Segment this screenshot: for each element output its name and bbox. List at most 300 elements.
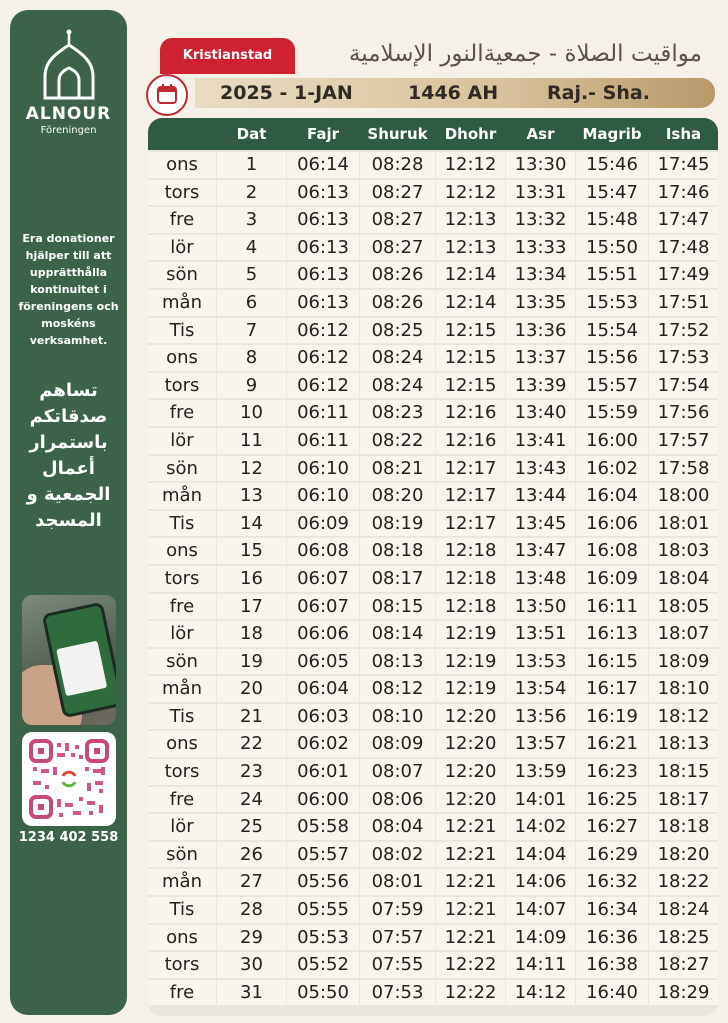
- table-row: [148, 206, 718, 234]
- cell-shuruk: 07:57: [360, 925, 435, 951]
- cell-magrib: 16:29: [576, 842, 648, 868]
- cell-magrib: 16:19: [576, 704, 648, 730]
- cell-dhohr: 12:20: [436, 704, 505, 730]
- table-body: [148, 151, 718, 1006]
- qr-code-icon: [29, 739, 109, 819]
- cell-isha: 17:49: [649, 262, 718, 288]
- cell-day: ons: [148, 925, 216, 951]
- cell-fajr: 06:06: [287, 621, 359, 647]
- cell-dhohr: 12:19: [436, 649, 505, 675]
- cell-asr: 14:06: [506, 869, 575, 895]
- cell-isha: 18:22: [649, 869, 718, 895]
- cell-shuruk: 08:13: [360, 649, 435, 675]
- cell-asr: 13:32: [506, 207, 575, 233]
- cell-fajr: 05:57: [287, 842, 359, 868]
- cell-shuruk: 08:27: [360, 235, 435, 261]
- table-row: [148, 813, 718, 841]
- prayer-times-table: [148, 118, 718, 1016]
- cell-isha: 18:13: [649, 731, 718, 757]
- cell-isha: 17:52: [649, 318, 718, 344]
- cell-fajr: 06:11: [287, 428, 359, 454]
- table-row: [148, 841, 718, 869]
- column-header-shuruk: Shuruk: [367, 125, 428, 143]
- cell-dhohr: 12:18: [436, 538, 505, 564]
- table-row: [148, 289, 718, 317]
- cell-day: mån: [148, 290, 216, 316]
- cell-shuruk: 08:22: [360, 428, 435, 454]
- cell-magrib: 16:17: [576, 676, 648, 702]
- cell-day: sön: [148, 842, 216, 868]
- table-row: [148, 951, 718, 979]
- cell-asr: 13:39: [506, 373, 575, 399]
- cell-asr: 13:33: [506, 235, 575, 261]
- table-row: [148, 979, 718, 1007]
- cell-day: fre: [148, 400, 216, 426]
- cell-date: 13: [217, 483, 286, 509]
- cell-isha: 18:07: [649, 621, 718, 647]
- cell-shuruk: 07:53: [360, 980, 435, 1006]
- table-row: [148, 344, 718, 372]
- cell-date: 18: [217, 621, 286, 647]
- cell-isha: 17:51: [649, 290, 718, 316]
- date-label: 2025 - 1-JAN: [220, 82, 353, 104]
- cell-fajr: 06:13: [287, 235, 359, 261]
- cell-shuruk: 08:12: [360, 676, 435, 702]
- cell-day: lör: [148, 814, 216, 840]
- cell-day: ons: [148, 345, 216, 371]
- cell-shuruk: 08:28: [360, 152, 435, 178]
- cell-dhohr: 12:17: [436, 483, 505, 509]
- cell-isha: 17:58: [649, 456, 718, 482]
- cell-magrib: 16:21: [576, 731, 648, 757]
- cell-day: tors: [148, 180, 216, 206]
- cell-dhohr: 12:12: [436, 180, 505, 206]
- cell-isha: 18:25: [649, 925, 718, 951]
- table-row: [148, 620, 718, 648]
- table-row: [148, 427, 718, 455]
- cell-dhohr: 12:18: [436, 594, 505, 620]
- cell-date: 31: [217, 980, 286, 1006]
- table-row: [148, 565, 718, 593]
- cell-asr: 13:57: [506, 731, 575, 757]
- cell-fajr: 06:05: [287, 649, 359, 675]
- cell-isha: 18:05: [649, 594, 718, 620]
- cell-fajr: 05:56: [287, 869, 359, 895]
- cell-magrib: 16:00: [576, 428, 648, 454]
- cell-asr: 13:43: [506, 456, 575, 482]
- cell-magrib: 16:15: [576, 649, 648, 675]
- cell-fajr: 05:58: [287, 814, 359, 840]
- months-label: Raj.- Sha.: [547, 82, 650, 104]
- cell-dhohr: 12:21: [436, 869, 505, 895]
- cell-isha: 18:04: [649, 566, 718, 592]
- cell-shuruk: 08:27: [360, 207, 435, 233]
- cell-magrib: 15:56: [576, 345, 648, 371]
- cell-date: 10: [217, 400, 286, 426]
- cell-asr: 14:12: [506, 980, 575, 1006]
- cell-dhohr: 12:20: [436, 787, 505, 813]
- cell-shuruk: 08:24: [360, 373, 435, 399]
- cell-date: 25: [217, 814, 286, 840]
- cell-asr: 13:35: [506, 290, 575, 316]
- cell-shuruk: 08:04: [360, 814, 435, 840]
- table-row: [148, 537, 718, 565]
- cell-shuruk: 07:59: [360, 897, 435, 923]
- cell-magrib: 16:23: [576, 759, 648, 785]
- cell-magrib: 16:09: [576, 566, 648, 592]
- cell-magrib: 16:11: [576, 594, 648, 620]
- cell-asr: 13:53: [506, 649, 575, 675]
- cell-asr: 13:47: [506, 538, 575, 564]
- cell-magrib: 15:47: [576, 180, 648, 206]
- cell-day: sön: [148, 456, 216, 482]
- cell-shuruk: 08:07: [360, 759, 435, 785]
- cell-asr: 13:50: [506, 594, 575, 620]
- cell-asr: 14:04: [506, 842, 575, 868]
- cell-dhohr: 12:21: [436, 897, 505, 923]
- cell-asr: 13:44: [506, 483, 575, 509]
- cell-dhohr: 12:15: [436, 373, 505, 399]
- cell-dhohr: 12:19: [436, 676, 505, 702]
- cell-magrib: 16:02: [576, 456, 648, 482]
- cell-dhohr: 12:17: [436, 511, 505, 537]
- cell-isha: 18:27: [649, 952, 718, 978]
- cell-isha: 18:24: [649, 897, 718, 923]
- cell-dhohr: 12:18: [436, 566, 505, 592]
- cell-asr: 13:56: [506, 704, 575, 730]
- cell-asr: 13:59: [506, 759, 575, 785]
- column-header-isha: Isha: [665, 125, 702, 143]
- cell-date: 4: [217, 235, 286, 261]
- cell-asr: 13:48: [506, 566, 575, 592]
- cell-fajr: 06:08: [287, 538, 359, 564]
- cell-date: 20: [217, 676, 286, 702]
- cell-asr: 13:37: [506, 345, 575, 371]
- cell-dhohr: 12:14: [436, 290, 505, 316]
- cell-day: ons: [148, 731, 216, 757]
- cell-fajr: 05:55: [287, 897, 359, 923]
- cell-fajr: 06:10: [287, 456, 359, 482]
- cell-day: fre: [148, 207, 216, 233]
- cell-date: 11: [217, 428, 286, 454]
- cell-shuruk: 08:02: [360, 842, 435, 868]
- cell-fajr: 05:53: [287, 925, 359, 951]
- cell-fajr: 06:09: [287, 511, 359, 537]
- cell-date: 16: [217, 566, 286, 592]
- cell-fajr: 06:04: [287, 676, 359, 702]
- table-row: [148, 455, 718, 483]
- cell-asr: 13:54: [506, 676, 575, 702]
- cell-asr: 13:31: [506, 180, 575, 206]
- cell-date: 30: [217, 952, 286, 978]
- cell-day: sön: [148, 649, 216, 675]
- cell-asr: 14:07: [506, 897, 575, 923]
- cell-magrib: 16:36: [576, 925, 648, 951]
- cell-shuruk: 08:25: [360, 318, 435, 344]
- cell-dhohr: 12:15: [436, 318, 505, 344]
- cell-date: 19: [217, 649, 286, 675]
- cell-day: Tis: [148, 704, 216, 730]
- cell-asr: 13:45: [506, 511, 575, 537]
- cell-asr: 14:09: [506, 925, 575, 951]
- cell-asr: 13:41: [506, 428, 575, 454]
- cell-isha: 18:03: [649, 538, 718, 564]
- cell-isha: 18:09: [649, 649, 718, 675]
- cell-isha: 18:29: [649, 980, 718, 1006]
- cell-isha: 17:53: [649, 345, 718, 371]
- table-row: [148, 234, 718, 262]
- cell-date: 29: [217, 925, 286, 951]
- cell-fajr: 06:11: [287, 400, 359, 426]
- cell-isha: 17:54: [649, 373, 718, 399]
- cell-day: ons: [148, 152, 216, 178]
- table-header: [148, 118, 718, 150]
- cell-day: fre: [148, 980, 216, 1006]
- cell-fajr: 06:12: [287, 345, 359, 371]
- cell-date: 24: [217, 787, 286, 813]
- cell-dhohr: 12:14: [436, 262, 505, 288]
- cell-date: 8: [217, 345, 286, 371]
- cell-isha: 18:15: [649, 759, 718, 785]
- table-row: [148, 593, 718, 621]
- cell-magrib: 16:04: [576, 483, 648, 509]
- cell-fajr: 06:00: [287, 787, 359, 813]
- cell-date: 6: [217, 290, 286, 316]
- cell-shuruk: 08:10: [360, 704, 435, 730]
- cell-isha: 18:20: [649, 842, 718, 868]
- table-row: [148, 730, 718, 758]
- cell-magrib: 16:13: [576, 621, 648, 647]
- column-header-dhohr: Dhohr: [444, 125, 497, 143]
- cell-asr: 14:01: [506, 787, 575, 813]
- cell-shuruk: 08:15: [360, 594, 435, 620]
- table-row: [148, 151, 718, 179]
- cell-magrib: 15:54: [576, 318, 648, 344]
- cell-date: 27: [217, 869, 286, 895]
- calendar-icon: [157, 84, 177, 104]
- cell-fajr: 06:14: [287, 152, 359, 178]
- cell-day: Tis: [148, 511, 216, 537]
- cell-date: 17: [217, 594, 286, 620]
- cell-dhohr: 12:22: [436, 980, 505, 1006]
- cell-isha: 17:45: [649, 152, 718, 178]
- cell-dhohr: 12:20: [436, 759, 505, 785]
- cell-date: 5: [217, 262, 286, 288]
- cell-dhohr: 12:21: [436, 814, 505, 840]
- cell-dhohr: 12:16: [436, 400, 505, 426]
- cell-day: lör: [148, 235, 216, 261]
- cell-date: 21: [217, 704, 286, 730]
- cell-date: 26: [217, 842, 286, 868]
- cell-dhohr: 12:19: [436, 621, 505, 647]
- cell-isha: 17:47: [649, 207, 718, 233]
- table-row: [148, 510, 718, 538]
- cell-date: 12: [217, 456, 286, 482]
- hijri-label: 1446 AH: [408, 82, 499, 104]
- cell-magrib: 15:51: [576, 262, 648, 288]
- cell-shuruk: 08:14: [360, 621, 435, 647]
- cell-date: 15: [217, 538, 286, 564]
- column-header-fajr: Fajr: [306, 125, 340, 143]
- cell-asr: 13:36: [506, 318, 575, 344]
- cell-shuruk: 08:26: [360, 262, 435, 288]
- cell-isha: 18:10: [649, 676, 718, 702]
- table-row: [148, 924, 718, 952]
- cell-shuruk: 08:21: [360, 456, 435, 482]
- cell-dhohr: 12:15: [436, 345, 505, 371]
- cell-asr: 13:51: [506, 621, 575, 647]
- table-row: [148, 179, 718, 207]
- cell-shuruk: 08:06: [360, 787, 435, 813]
- column-header-asr: Asr: [526, 125, 555, 143]
- cell-magrib: 15:46: [576, 152, 648, 178]
- cell-magrib: 16:40: [576, 980, 648, 1006]
- cell-day: ons: [148, 538, 216, 564]
- cell-dhohr: 12:17: [436, 456, 505, 482]
- cell-date: 14: [217, 511, 286, 537]
- cell-date: 2: [217, 180, 286, 206]
- table-row: [148, 868, 718, 896]
- alnour-logo: [10, 28, 127, 136]
- arabic-title: مواقيت الصلاة - جمعيةالنور الإسلامية: [348, 41, 702, 67]
- cell-fajr: 06:13: [287, 207, 359, 233]
- cell-magrib: 16:06: [576, 511, 648, 537]
- cell-dhohr: 12:20: [436, 731, 505, 757]
- cell-isha: 18:00: [649, 483, 718, 509]
- cell-isha: 17:48: [649, 235, 718, 261]
- cell-fajr: 06:01: [287, 759, 359, 785]
- table-row: [148, 482, 718, 510]
- cell-dhohr: 12:22: [436, 952, 505, 978]
- cell-shuruk: 08:23: [360, 400, 435, 426]
- cell-fajr: 06:07: [287, 566, 359, 592]
- table-row: [148, 372, 718, 400]
- cell-day: mån: [148, 483, 216, 509]
- cell-fajr: 05:50: [287, 980, 359, 1006]
- cell-date: 7: [217, 318, 286, 344]
- cell-date: 1: [217, 152, 286, 178]
- sidebar: [10, 10, 127, 1015]
- cell-shuruk: 08:20: [360, 483, 435, 509]
- calendar-badge: [146, 74, 188, 116]
- cell-asr: 14:02: [506, 814, 575, 840]
- cell-magrib: 16:08: [576, 538, 648, 564]
- cell-dhohr: 12:21: [436, 925, 505, 951]
- table-row: [148, 703, 718, 731]
- cell-magrib: 15:48: [576, 207, 648, 233]
- cell-magrib: 16:32: [576, 869, 648, 895]
- cell-magrib: 15:53: [576, 290, 648, 316]
- cell-day: mån: [148, 676, 216, 702]
- cell-isha: 18:17: [649, 787, 718, 813]
- cell-day: Tis: [148, 897, 216, 923]
- arabic-donation-text: تساهم صدقاتكم باستمرار أعمال الجمعية و المسجد: [26, 380, 111, 531]
- cell-isha: 17:46: [649, 180, 718, 206]
- cell-date: 9: [217, 373, 286, 399]
- cell-shuruk: 08:18: [360, 538, 435, 564]
- cell-fajr: 05:52: [287, 952, 359, 978]
- cell-shuruk: 08:19: [360, 511, 435, 537]
- brand-subtitle: Föreningen: [40, 125, 97, 136]
- table-row: [148, 675, 718, 703]
- table-row: [148, 261, 718, 289]
- date-bar: [195, 78, 715, 108]
- cell-day: fre: [148, 787, 216, 813]
- column-header-date: Dat: [236, 125, 267, 143]
- cell-dhohr: 12:13: [436, 235, 505, 261]
- cell-dhohr: 12:13: [436, 207, 505, 233]
- cell-date: 28: [217, 897, 286, 923]
- column-header-day: [148, 118, 216, 150]
- cell-day: fre: [148, 594, 216, 620]
- cell-shuruk: 08:27: [360, 180, 435, 206]
- cell-day: lör: [148, 428, 216, 454]
- table-row: [148, 758, 718, 786]
- cell-shuruk: 08:24: [360, 345, 435, 371]
- cell-dhohr: 12:21: [436, 842, 505, 868]
- mosque-logo-icon: [37, 28, 101, 100]
- cell-asr: 13:30: [506, 152, 575, 178]
- swish-number: 1234 402 558: [18, 830, 119, 845]
- cell-asr: 13:40: [506, 400, 575, 426]
- cell-day: tors: [148, 952, 216, 978]
- cell-shuruk: 08:09: [360, 731, 435, 757]
- city-tab: Kristianstad: [160, 38, 295, 74]
- cell-fajr: 06:03: [287, 704, 359, 730]
- cell-day: tors: [148, 759, 216, 785]
- cell-fajr: 06:10: [287, 483, 359, 509]
- cell-fajr: 06:07: [287, 594, 359, 620]
- cell-magrib: 16:27: [576, 814, 648, 840]
- cell-date: 22: [217, 731, 286, 757]
- cell-shuruk: 08:17: [360, 566, 435, 592]
- cell-fajr: 06:13: [287, 290, 359, 316]
- table-row: [148, 399, 718, 427]
- column-header-magrib: Magrib: [582, 125, 642, 143]
- cell-day: tors: [148, 373, 216, 399]
- cell-asr: 13:34: [506, 262, 575, 288]
- brand-name: ALNOUR: [25, 104, 112, 124]
- cell-isha: 18:01: [649, 511, 718, 537]
- cell-day: sön: [148, 262, 216, 288]
- phone-photo: [22, 595, 116, 725]
- cell-magrib: 16:38: [576, 952, 648, 978]
- table-row: [148, 317, 718, 345]
- cell-fajr: 06:02: [287, 731, 359, 757]
- cell-fajr: 06:12: [287, 318, 359, 344]
- cell-day: lör: [148, 621, 216, 647]
- table-row: [148, 786, 718, 814]
- cell-dhohr: 12:12: [436, 152, 505, 178]
- cell-magrib: 15:50: [576, 235, 648, 261]
- cell-isha: 18:18: [649, 814, 718, 840]
- cell-date: 3: [217, 207, 286, 233]
- cell-dhohr: 12:16: [436, 428, 505, 454]
- cell-shuruk: 07:55: [360, 952, 435, 978]
- cell-day: Tis: [148, 318, 216, 344]
- cell-fajr: 06:13: [287, 262, 359, 288]
- cell-magrib: 16:34: [576, 897, 648, 923]
- qr-code[interactable]: [22, 732, 116, 826]
- table-row: [148, 648, 718, 676]
- cell-day: tors: [148, 566, 216, 592]
- cell-magrib: 15:57: [576, 373, 648, 399]
- table-row: [148, 896, 718, 924]
- cell-day: mån: [148, 869, 216, 895]
- cell-asr: 14:11: [506, 952, 575, 978]
- donation-text: Era donationer hjälper till att upprätthålla kontinuitet i föreningens och moskéns verksamhet.: [18, 232, 119, 347]
- cell-fajr: 06:12: [287, 373, 359, 399]
